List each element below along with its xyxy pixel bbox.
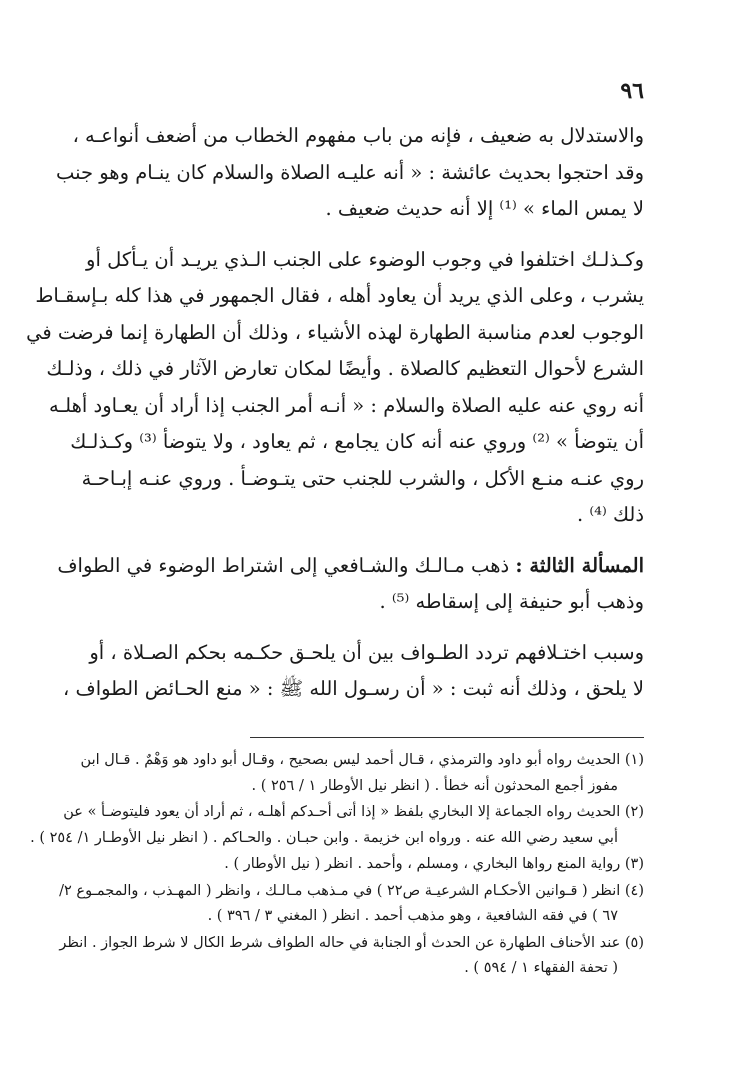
footnote-line: ٦٧ ) في فقه الشافعية ، وهو مذهب أحمد . انظر ( المغني ٣ / ٣٩٦ ) . (207, 908, 618, 924)
footnote-2 (30, 800, 644, 851)
footnote-4 (59, 879, 644, 930)
text-line: الشرع لأحوال التعظيم كالصلاة . وأيضًا لمكان تعارض الآثار في ذلك ، وذلـك (46, 357, 644, 380)
footnote-line: أبي سعيد رضي الله عنه . ورواه ابن خزيمة . وابن حبـان . والحـاكم . ( انظر نيل الأوطـار ١/ ٢٥٤ ) . (30, 829, 618, 846)
paragraph-1 (55, 118, 644, 228)
text-line: ذلك ⁽⁴⁾ . (576, 503, 644, 526)
footnote-line: (١) الحديث رواه أبو داود والترمذي ، قـال أحمد ليس بصحيح ، وقـال أبو داود هو وَهْمٌ . قـال ابن (80, 752, 644, 768)
text-fragment: ذهب مـالـك والشـافعي إلى اشتراط الوضوء في الطواف (57, 553, 510, 577)
text-line: أن يتوضأ » ⁽²⁾ وروي عنه أنه كان يجامع ، ثم يعاود ، ولا يتوضأ ⁽³⁾ وكـذلـك (70, 430, 644, 453)
footnotes (30, 748, 644, 983)
text-line: يشرب ، وعلى الذي يريد أن يعاود أهله ، فقال الجمهور في هذا كله بـإسقـاط (35, 284, 644, 307)
footnote-line: (٣) رواية المنع رواها البخاري ، ومسلم ، وأحمد . انظر ( نيل الأوطار ) . (224, 856, 644, 872)
text-line (57, 548, 644, 585)
text-line: أنه روي عنه عليه الصلاة والسلام : « أنـه أمر الجنب إذا أراد أن يعـاود أهلـه (49, 393, 644, 417)
footnote-line: ( تحفة الفقهاء ١ / ٥٩٤ ) . (464, 960, 618, 976)
text-line: لا يلحق ، وذلك أنه ثبت : « أن رسـول الله ﷺ : « منع الحـائض الطواف ، (62, 677, 644, 700)
section-heading: المسألة الثالثة : (515, 553, 644, 577)
footnote-line: (٢) الحديث رواه الجماعة إلا البخاري بلفظ « إذا أتى أحـدكم أهلـه ، ثم أراد أن يعود فليتوضـأ » عن (63, 804, 644, 820)
main-text (26, 118, 644, 722)
text-line: روي عنـه منـع الأكل ، والشرب للجنب حتى يتـوضـأ . وروي عنـه إبـاحـة (81, 466, 644, 490)
paragraph-4 (62, 635, 644, 708)
footnote-3 (94, 852, 644, 878)
text-line: الوجوب لعدم مناسبة الطهارة لهذه الأشياء ، وذلك أن الطهارة إنما فرضت في (26, 320, 644, 344)
text-line: والاستدلال به ضعيف ، فإنه من باب مفهوم الخطاب من أضعف أنواعـه ، (72, 124, 644, 147)
footnote-line: (٥) عند الأحناف الطهارة عن الحدث أو الجنابة في حاله الطواف شرط الكال لا شرط الجواز . انظر (59, 934, 644, 951)
footnote-line: (٤) انظر ( قـوانين الأحكـام الشرعيـة ص٢٢ ) في مـذهب مـالـك ، وانظر ( المهـذب ، والمجمـوع ٢/ (59, 882, 644, 899)
text-line: وسبب اختـلافهم تردد الطـواف بين أن يلحـق حكـمه بحكم الصـلاة ، أو (89, 640, 644, 664)
text-line: وذهب أبو حنيفة إلى إسقاطه ⁽⁵⁾ . (379, 590, 644, 613)
text-line: وقد احتجوا بحديث عائشة : « أنه عليـه الصلاة والسلام كان ينـام وهو جنب (55, 160, 644, 184)
footnote-line: مفوز أجمع المحدثون أنه خطأ . ( انظر نيل الأوطار ١ / ٢٥٦ ) . (251, 777, 618, 794)
footnote-divider (250, 737, 644, 738)
footnote-5 (59, 931, 644, 982)
paragraph-2 (26, 242, 644, 534)
text-line: لا يمس الماء » ⁽¹⁾ إلا أنه حديث ضعيف . (325, 197, 644, 220)
paragraph-3 (57, 548, 644, 621)
footnote-1 (80, 748, 644, 799)
page-number: ٩٦ (620, 78, 644, 104)
text-line: وكـذلـك اختلفوا في وجوب الوضوء على الجنب الـذي يريـد أن يـأكل أو (86, 247, 644, 271)
